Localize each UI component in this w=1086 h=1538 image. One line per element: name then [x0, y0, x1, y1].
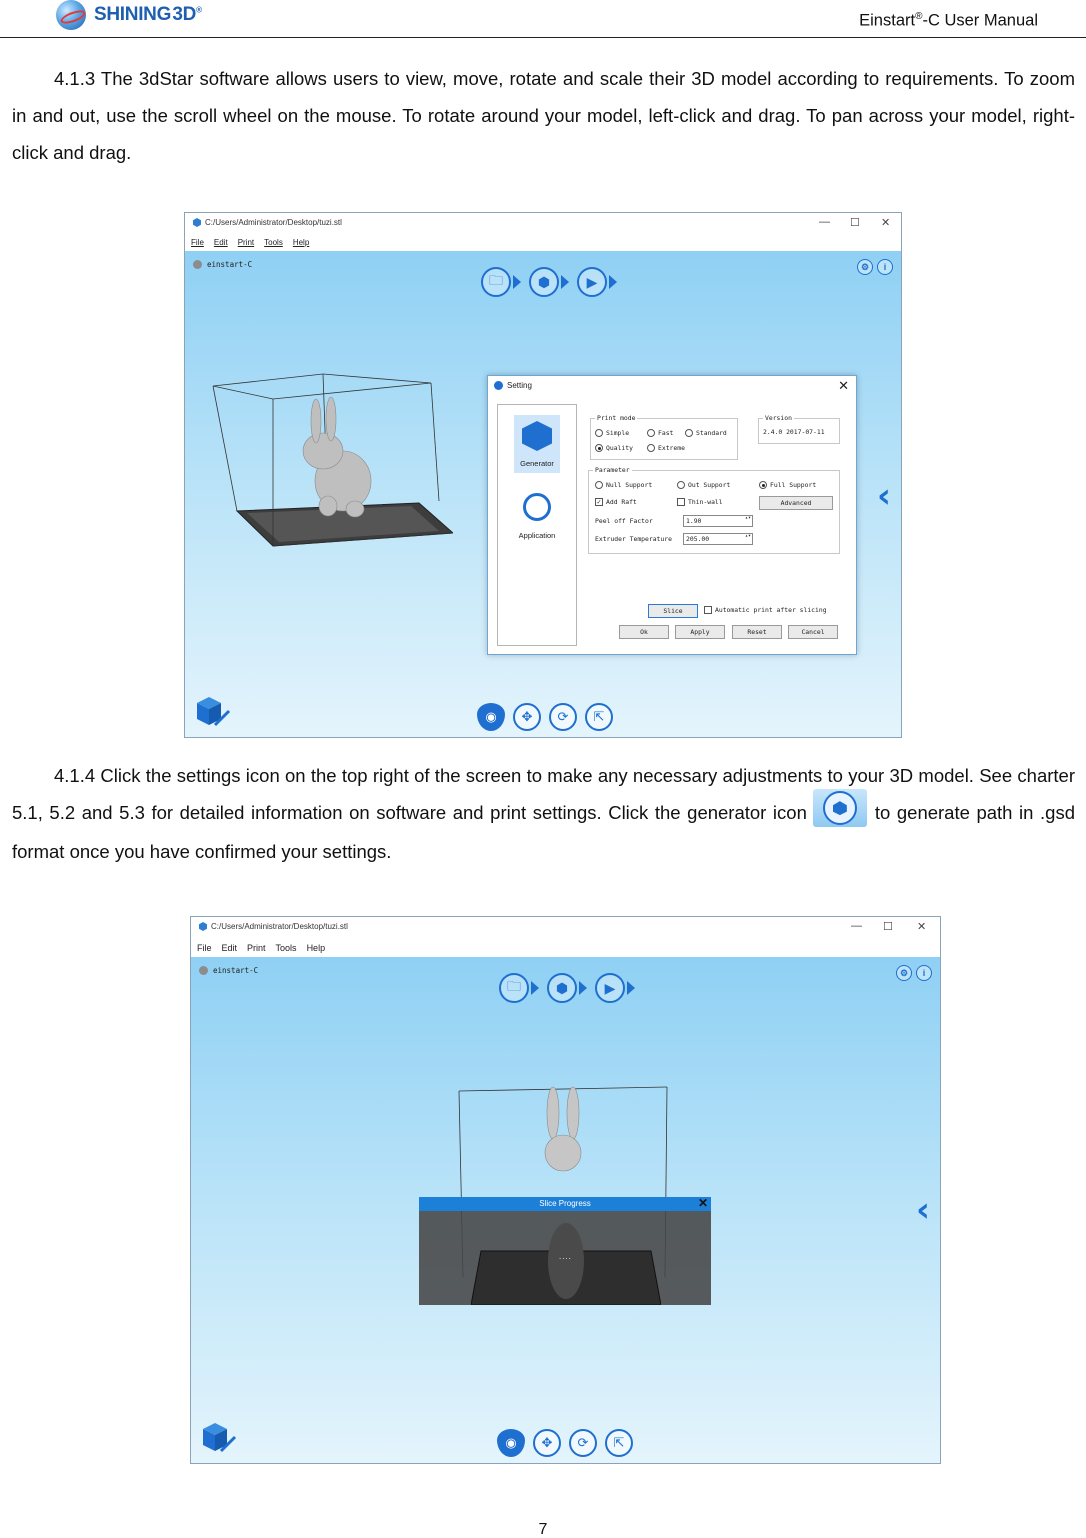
manual-brand: Einstart — [859, 11, 916, 30]
nav-generator-label: Generator — [520, 459, 554, 468]
gear-icon: ⚙ — [899, 967, 909, 978]
close-window-button[interactable]: ✕ — [917, 921, 927, 933]
generator-button[interactable] — [529, 267, 559, 297]
settings-button[interactable] — [857, 259, 873, 275]
nav-application[interactable] — [504, 487, 570, 540]
maximize-button[interactable]: ☐ — [850, 217, 860, 229]
3d-scene — [203, 371, 453, 586]
generator-inline-icon — [813, 789, 867, 827]
bottom-toolbar — [477, 703, 613, 731]
window-title: C:/Users/Administrator/Desktop/tuzi.stl — [211, 922, 348, 931]
radio-full-support-indicator — [759, 481, 767, 489]
bunny-model — [545, 1087, 581, 1171]
checkbox-thin-wall-label: Thin-wall — [688, 498, 723, 506]
folder-icon: 🗀 — [507, 978, 521, 994]
checkbox-thin-wall-box — [677, 498, 685, 506]
logo-text-3d: 3D — [172, 4, 197, 25]
menu-edit[interactable]: Edit — [213, 237, 228, 247]
eye-icon: ◉ — [485, 709, 497, 724]
menu-print[interactable]: Print — [237, 237, 255, 247]
radio-quality-label: Quality — [606, 444, 633, 452]
close-progress-button[interactable]: ✕ — [697, 1196, 708, 1210]
window-title: C:/Users/Administrator/Desktop/tuzi.stl — [205, 218, 342, 227]
checkbox-add-raft-box: ✓ — [596, 498, 602, 506]
move-arrows-icon: ✥ — [541, 1435, 553, 1450]
paragraph-4-1-4-text-b: to generate path in .gsd format once you have confirmed your settings. — [12, 802, 1075, 863]
window-titlebar — [191, 917, 940, 939]
globe-logo-icon — [56, 0, 86, 30]
view-button[interactable] — [497, 1429, 525, 1457]
apply-button[interactable]: Apply — [675, 625, 725, 639]
radio-standard[interactable] — [685, 429, 727, 437]
info-button[interactable] — [877, 259, 893, 275]
parameter-label: Parameter — [595, 466, 630, 474]
radio-extreme[interactable] — [647, 444, 685, 452]
scale-button[interactable] — [605, 1429, 633, 1457]
logo-text: SHINING — [94, 4, 172, 25]
reset-button[interactable]: Reset — [732, 625, 782, 639]
rotate-icon: ⟳ — [557, 709, 569, 724]
gear-icon — [494, 381, 503, 390]
edit-model-icon[interactable] — [199, 1419, 239, 1455]
radio-standard-indicator — [685, 429, 693, 437]
radio-fast-label: Fast — [658, 429, 674, 437]
radio-fast-indicator — [647, 429, 655, 437]
setting-dialog — [487, 375, 857, 655]
arrow-right-icon — [609, 275, 617, 289]
checkbox-add-raft[interactable] — [595, 498, 637, 506]
top-toolbar — [499, 973, 635, 1003]
extruder-temperature-label: Extruder Temperature — [595, 535, 672, 543]
print-mode-label: Print mode — [597, 414, 636, 422]
menu-edit[interactable]: Edit — [221, 943, 238, 953]
page-number: 7 — [538, 1521, 548, 1538]
slice-button[interactable]: Slice — [648, 604, 698, 618]
slice-progress-status: .... — [559, 1252, 572, 1261]
version-value: 2.4.0 2017-07-11 — [763, 428, 825, 436]
move-arrows-icon: ✥ — [521, 709, 533, 724]
scale-button[interactable] — [585, 703, 613, 731]
minimize-button[interactable]: — — [819, 216, 830, 228]
radio-extreme-indicator — [647, 444, 655, 452]
radio-null-support-indicator — [595, 481, 603, 489]
window-titlebar — [185, 213, 901, 233]
shining3d-logo — [56, 0, 202, 30]
rotate-button[interactable] — [569, 1429, 597, 1457]
device-name: einstart-C — [213, 966, 259, 975]
radio-quality-indicator — [595, 444, 603, 452]
paragraph-4-1-3-text: 4.1.3 The 3dStar software allows users to view, move, rotate and scale their 3D model according to requirements. To zoom in and out, use the scroll wheel on the mouse. To rotate around your model, left-click and drag. To pan across your model, right-click and drag. — [12, 68, 1075, 163]
menu-tools[interactable]: Tools — [275, 943, 297, 953]
paragraph-4-1-3 — [12, 60, 1075, 171]
bunny-body-sliced — [548, 1223, 584, 1299]
folder-icon: 🗀 — [489, 272, 503, 288]
version-group — [758, 414, 840, 444]
radio-out-support[interactable] — [677, 481, 730, 489]
print-play-icon: ▶ — [586, 273, 598, 290]
radio-null-support[interactable] — [595, 481, 652, 489]
software-screenshot-slicing — [190, 916, 941, 1464]
menu-help[interactable]: Help — [292, 237, 310, 247]
parameter-group — [588, 466, 840, 554]
paragraph-4-1-4 — [12, 757, 1075, 870]
menu-print[interactable]: Print — [247, 943, 266, 953]
close-window-button[interactable]: ✕ — [881, 217, 891, 229]
radio-full-support-label: Full Support — [770, 481, 817, 489]
radio-standard-label: Standard — [696, 429, 727, 437]
arrow-right-icon — [627, 981, 635, 995]
checkbox-thin-wall[interactable] — [677, 498, 723, 506]
generator-icon: ⬢ — [537, 273, 551, 290]
ok-button[interactable]: Ok — [619, 625, 669, 639]
app-icon — [199, 922, 207, 931]
scale-icon: ⇱ — [613, 1435, 625, 1450]
device-status — [199, 966, 258, 975]
print-button[interactable] — [595, 973, 625, 1003]
slice-progress-title: Slice Progress — [539, 1199, 591, 1208]
device-name: einstart-C — [207, 260, 253, 269]
logo-wordmark — [94, 4, 202, 26]
radio-simple-indicator — [595, 429, 603, 437]
move-button[interactable] — [513, 703, 541, 731]
nav-generator[interactable] — [504, 415, 570, 468]
arrow-right-icon — [561, 275, 569, 289]
info-icon: i — [922, 968, 926, 978]
radio-quality[interactable] — [595, 444, 633, 452]
extruder-temperature-input[interactable]: 205.00 ▴▾ — [683, 533, 753, 545]
generator-icon: ⬢ — [555, 979, 569, 996]
menu-help[interactable]: Help — [306, 943, 326, 953]
edit-model-icon[interactable] — [193, 693, 233, 729]
advanced-button[interactable]: Advanced — [759, 496, 833, 510]
arrow-right-icon — [579, 981, 587, 995]
print-button[interactable] — [577, 267, 607, 297]
3d-viewport[interactable] — [185, 251, 901, 737]
dialog-titlebar — [488, 376, 856, 396]
peel-off-factor-label: Peel off Factor — [595, 517, 653, 525]
menu-file[interactable]: File — [191, 237, 204, 247]
eye-icon: ◉ — [505, 1435, 517, 1450]
menu-tools[interactable]: Tools — [264, 237, 283, 247]
bunny-model — [303, 397, 371, 517]
settings-button[interactable] — [896, 965, 912, 981]
gear-icon: ⚙ — [860, 261, 870, 272]
arrow-right-icon — [513, 275, 521, 289]
nav-application-label: Application — [518, 531, 556, 540]
slice-progress-titlebar — [419, 1197, 711, 1211]
radio-fast[interactable] — [647, 429, 673, 437]
version-label: Version — [765, 414, 792, 422]
checkbox-auto-print-label: Automatic print after slicing — [715, 606, 827, 614]
print-play-icon: ▶ — [604, 979, 616, 996]
scale-icon: ⇱ — [593, 709, 605, 724]
menu-file[interactable]: File — [197, 943, 212, 953]
radio-out-support-indicator — [677, 481, 685, 489]
peel-off-factor-input[interactable]: 1.90 ▴▾ — [683, 515, 753, 527]
page-header — [0, 0, 1086, 38]
side-panel-toggle[interactable]: ‹ — [877, 476, 892, 516]
connection-status-icon — [193, 260, 202, 269]
logo-registered: ® — [196, 5, 202, 15]
manual-title — [859, 11, 1038, 31]
radio-null-support-label: Null Support — [606, 481, 653, 489]
generator-icon — [823, 791, 857, 825]
dialog-title: Setting — [507, 381, 532, 390]
generator-icon — [522, 421, 552, 451]
side-panel-toggle[interactable]: ‹ — [916, 1190, 931, 1230]
menu-bar — [191, 939, 940, 957]
checkbox-auto-print-box — [704, 606, 712, 614]
radio-extreme-label: Extreme — [658, 444, 685, 452]
close-dialog-button[interactable]: ✕ — [838, 378, 849, 393]
print-mode-group — [590, 414, 738, 460]
rotate-icon: ⟳ — [577, 1435, 589, 1450]
top-right-tools — [896, 965, 932, 981]
rotate-button[interactable] — [549, 703, 577, 731]
manual-subtitle: -C User Manual — [922, 11, 1038, 30]
arrow-right-icon — [531, 981, 539, 995]
manual-registered: ® — [915, 11, 923, 22]
checkbox-add-raft-label: Add Raft — [606, 498, 637, 506]
application-icon — [523, 493, 551, 521]
radio-simple-label: Simple — [606, 429, 630, 437]
open-file-button[interactable] — [499, 973, 529, 1003]
device-status — [193, 260, 252, 269]
info-icon: i — [883, 262, 887, 272]
view-button[interactable] — [477, 703, 505, 731]
radio-out-support-label: Out Support — [688, 481, 731, 489]
app-icon — [193, 218, 201, 227]
software-screenshot-settings — [184, 212, 902, 738]
move-button[interactable] — [533, 1429, 561, 1457]
bottom-toolbar — [497, 1429, 633, 1457]
maximize-button[interactable]: ☐ — [883, 921, 893, 933]
menu-bar — [185, 233, 901, 251]
paragraph-4-1-4-text-a: 4.1.4 Click the settings icon on the top right of the screen to make any necessary adjustments to your 3D model. See charter 5.1, 5.2 and 5.3 for detailed information on software and print settings. Click the generator icon — [12, 765, 1075, 823]
minimize-button[interactable]: — — [851, 920, 862, 932]
generator-button[interactable] — [547, 973, 577, 1003]
top-right-tools — [857, 259, 893, 275]
open-file-button[interactable] — [481, 267, 511, 297]
info-button[interactable] — [916, 965, 932, 981]
radio-full-support[interactable] — [759, 481, 816, 489]
slice-progress-dialog — [419, 1197, 711, 1305]
settings-nav — [497, 404, 577, 646]
top-toolbar — [481, 267, 617, 297]
checkbox-auto-print[interactable] — [704, 606, 827, 614]
connection-status-icon — [199, 966, 208, 975]
3d-viewport[interactable] — [191, 957, 940, 1463]
radio-simple[interactable] — [595, 429, 629, 437]
cancel-button[interactable]: Cancel — [788, 625, 838, 639]
